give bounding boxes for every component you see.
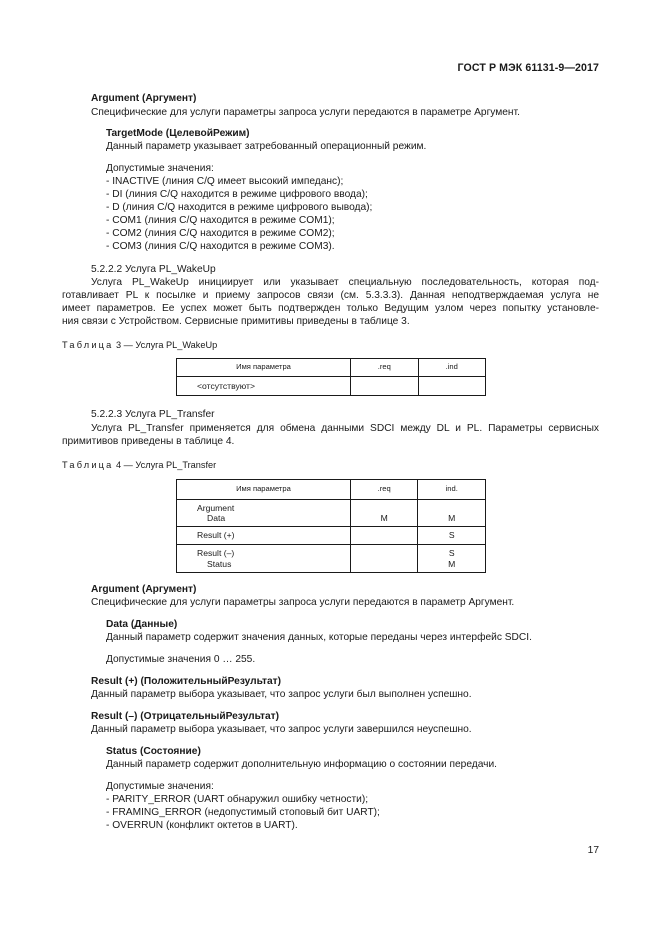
table4 <box>176 479 486 573</box>
table4-cell-ind <box>418 527 486 545</box>
data-allowed-values: Допустимые значения 0 … 255. <box>106 654 256 665</box>
table3-cell-name: <отсутствуют> <box>177 377 351 396</box>
table4-ind-value: S <box>448 530 455 541</box>
table4-param-result-pos: Result (+) <box>197 530 235 541</box>
allowed-values-label: Допустимые значения: <box>106 163 214 174</box>
argument-text: Специфические для услуги параметры запроса услуги передаются в параметр Аргумент. <box>91 597 515 608</box>
result-positive-text: Данный параметр выбора указывает, что запрос услуги был выполнен успешно. <box>91 689 472 700</box>
table4-header-req: .req <box>350 480 418 500</box>
transfer-text-line: примитивов приведены в таблице 4. <box>62 436 235 447</box>
table4-param-result-neg: Result (–) <box>197 548 235 559</box>
status-text: Данный параметр содержит дополнительную информацию о состоянии передачи. <box>106 759 497 770</box>
result-positive-heading: Result (+) (ПоложительныйРезультат) <box>91 676 282 687</box>
argument-heading: Argument (Аргумент) <box>91 584 197 595</box>
wakeup-text-line: ния связи с Устройством. Сервисные примитивы приведены в таблице 3. <box>62 316 410 327</box>
table3-caption <box>62 339 217 352</box>
allowed-value-item: - OVERRUN (конфликт октетов в UART). <box>106 820 298 831</box>
table4-caption-title: 4 — Услуга PL_Transfer <box>116 460 217 470</box>
allowed-value-item: - FRAMING_ERROR (недопустимый стоповый бит UART); <box>106 807 380 818</box>
page-number: 17 <box>587 845 599 856</box>
table4-req-value <box>351 503 418 513</box>
status-heading: Status (Состояние) <box>106 746 201 757</box>
allowed-value-item: - COM1 (линия C/Q находится в режиме COM1); <box>106 215 335 226</box>
allowed-value-item: - COM2 (линия C/Q находится в режиме COM2); <box>106 228 335 239</box>
allowed-value-item: - DI (линия C/Q находится в режиме цифрового ввода); <box>106 189 368 200</box>
table4-header-name: Имя параметра <box>177 480 351 500</box>
argument-text: Специфические для услуги параметры запроса услуги передаются в параметре Аргумент. <box>91 107 520 118</box>
allowed-values-label: Допустимые значения: <box>106 781 214 792</box>
table4-cell-ind <box>418 545 486 573</box>
table3 <box>176 358 486 396</box>
table4-cell-req <box>350 527 418 545</box>
document-header: ГОСТ Р МЭК 61131-9—2017 <box>457 62 599 74</box>
table3-header-ind: .ind <box>418 359 485 377</box>
allowed-value-item: - COM3 (линия C/Q находится в режиме COM3). <box>106 241 335 252</box>
wakeup-text-line: Услуга PL_WakeUp инициирует или указывает специальную последовательность, которая под- <box>91 277 599 288</box>
result-negative-heading: Result (–) (ОтрицательныйРезультат) <box>91 711 280 722</box>
table3-caption-title: 3 — Услуга PL_WakeUp <box>116 340 218 350</box>
table4-cell-name <box>177 545 351 573</box>
table3-caption-word: Таблица <box>62 340 114 350</box>
wakeup-heading: 5.2.2.2 Услуга PL_WakeUp <box>91 264 216 275</box>
transfer-text-line: Услуга PL_Transfer применяется для обмена данными SDCI между DL и PL. Параметры сервисных <box>91 423 599 434</box>
table4-cell-name <box>177 500 351 527</box>
table3-header-name: Имя параметра <box>177 359 351 377</box>
table3-header-req: .req <box>351 359 418 377</box>
table4-param-status: Status <box>207 558 232 569</box>
allowed-value-item: - D (линия C/Q находится в режиме цифрового вывода); <box>106 202 373 213</box>
allowed-value-item: - PARITY_ERROR (UART обнаружил ошибку четности); <box>106 794 369 805</box>
table4-ind-value <box>418 503 485 513</box>
table4-param-data: Data <box>207 513 226 523</box>
table4-cell-req <box>350 500 418 527</box>
table4-caption-word: Таблица <box>62 460 114 470</box>
data-text: Данный параметр содержит значения данных, которые переданы через интерфейс SDCI. <box>106 632 532 643</box>
result-negative-text: Данный параметр выбора указывает, что запрос услуги завершился неуспешно. <box>91 724 472 735</box>
table4-cell-name <box>177 527 351 545</box>
table4-caption <box>62 459 216 472</box>
allowed-value-item: - INACTIVE (линия C/Q имеет высокий импеданс); <box>106 176 344 187</box>
table4-header-ind: ind. <box>418 480 486 500</box>
wakeup-text-line: имеет параметров. Ее успех может быть подтвержден только Ведущим узлом через попытку установле- <box>62 303 599 314</box>
wakeup-text-line: готавливает PL к посылке и приему запросов связи (см. 5.3.3.3). Данная неподтверждаемая услуга не <box>62 290 599 301</box>
table4-req-value: M <box>380 513 388 523</box>
argument-heading: Argument (Аргумент) <box>91 93 197 104</box>
transfer-heading: 5.2.2.3 Услуга PL_Transfer <box>91 409 215 420</box>
table3-cell-ind <box>418 377 485 396</box>
table4-param-argument: Argument <box>197 502 235 513</box>
table4-cell-req <box>350 545 418 573</box>
targetmode-text: Данный параметр указывает затребованный операционный режим. <box>106 141 427 152</box>
table4-ind-value: M <box>448 558 456 569</box>
table4-cell-ind <box>418 500 486 527</box>
data-heading: Data (Данные) <box>106 619 178 630</box>
targetmode-heading: TargetMode (ЦелевойРежим) <box>106 128 250 139</box>
table4-ind-value: S <box>448 548 455 559</box>
table4-ind-value: M <box>448 513 456 523</box>
table3-cell-req <box>351 377 418 396</box>
